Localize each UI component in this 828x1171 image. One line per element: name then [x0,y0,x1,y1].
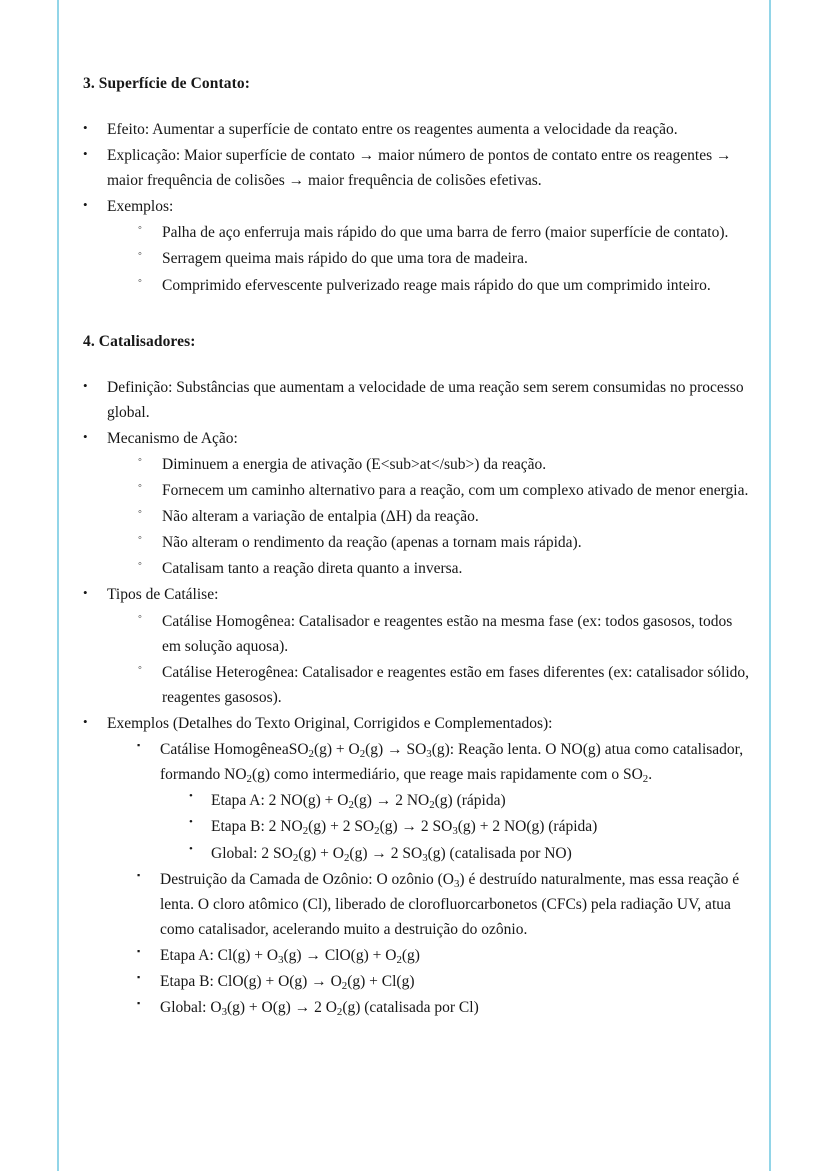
list-item [83,582,751,710]
reaction-equation: Etapa A: 2 $NO(g) + O_2(g) \to 2$ $NO_2(g)$ (rápida) [211,792,506,812]
bullet-disc-icon: • [83,714,88,730]
bullet-circle-icon: ◦ [138,661,142,674]
reaction-equation: Etapa A: $Cl(g) + O_3(g) \to ClO(g) + O_2(g)$ [160,947,420,967]
reaction-equation: Etapa B: $ClO(g) + O(g) \to O_2(g) + Cl(g)$ [160,973,415,993]
list-item-text: Efeito: Aumentar a superfície de contato entre os reagentes aumenta a velocidade da reação. [107,120,678,138]
list-item-text: Exemplos: [107,198,174,216]
list-item-text: Catálise HomogêneaSO$_2$(g) + $O_2(g) \to SO_3(g)$: Reação lenta. O NO(g) atua como catalisador, formando $NO_2(g)$ como intermediário, que reage mais rapidamente com o $SO_2$. [160,741,744,786]
bullet-square-icon: ▪ [137,998,141,1009]
list-item [138,246,751,271]
bullet-list-level-2 [107,452,751,582]
right-margin-rule [769,0,771,1171]
bullet-list-level-4 [160,788,751,865]
reaction-equation: Etapa B: 2 $NO_2(g) + 2$ $SO_2(g) \to 2$ $SO_3(g) + 2$ NO(g) (rápida) [211,818,598,838]
bullet-list-level-2 [107,220,751,297]
list-item [83,194,751,297]
list-item-text: Não alteram o rendimento da reação (apenas a tornam mais rápida). [162,534,582,552]
bullet-circle-icon: ◦ [138,453,142,466]
bullet-disc-icon: • [83,146,88,162]
bullet-list-level-1 [83,117,751,298]
list-item-text: Exemplos (Detalhes do Texto Original, Corrigidos e Complementados): [107,715,553,733]
list-item [138,504,751,529]
bullet-circle-icon: ◦ [138,610,142,623]
list-item [137,995,751,1020]
bullet-disc-icon: • [83,428,88,444]
section-body-4 [83,375,751,1021]
list-item-text: Palha de aço enferruja mais rápido do que uma barra de ferro (maior superfície de contato). [162,224,729,242]
list-item-text: Catalisam tanto a reação direta quanto a inversa. [162,560,463,578]
bullet-disc-icon: • [189,816,193,829]
bullet-disc-icon: • [83,197,88,213]
list-item-text: Comprimido efervescente pulverizado reage mais rápido do que um comprimido inteiro. [162,276,711,294]
left-margin-rule [57,0,59,1171]
list-item [189,788,751,813]
list-item [83,117,751,142]
list-item [189,841,751,866]
list-item [138,660,751,710]
list-item [83,143,751,193]
bullet-list-level-3 [107,737,751,1020]
list-item [137,943,751,968]
list-item-text: Catálise Heterogênea: Catalisador e reagentes estão em fases diferentes (ex: catalisador sólido, reagentes gasosos). [162,663,750,706]
reaction-equation: Global: 2 $SO_2(g) + O_2(g) \to 2$ $SO_3(g)$ (catalisada por NO) [211,844,572,864]
list-item-text: Serragem queima mais rápido do que uma tora de madeira. [162,250,528,268]
list-item-text: Definição: Substâncias que aumentam a velocidade de uma reação sem serem consumidas no processo global. [107,378,744,421]
list-item [137,867,751,942]
bullet-circle-icon: ◦ [138,222,142,235]
list-item-text: Mecanismo de Ação: [107,429,238,447]
list-item [138,609,751,659]
bullet-list-level-2 [107,609,751,710]
list-item [189,814,751,839]
list-item-text: Fornecem um caminho alternativo para a reação, com um complexo ativado de menor energia. [162,482,749,500]
list-item-text: Destruição da Camada de Ozônio: O ozônio $(O_3)$ é destruído naturalmente, mas essa reação é lenta. O cloro atômico (Cl), liberado de clorofluorcarbonetos (CFCs) pela radiação UV, atua como catalisador, acelerando muito a destruição do ozônio. [160,870,740,938]
section-heading-3: 3. Superfície de Contato: [83,75,250,92]
list-item [138,452,751,477]
document-content [83,74,751,1021]
bullet-circle-icon: ◦ [138,248,142,261]
list-item-text: Diminuem a energia de ativação (E<sub>at</sub>) da reação. [162,455,547,473]
list-item-text: Não alteram a variação de entalpia (ΔH) da reação. [162,508,479,526]
bullet-circle-icon: ◦ [138,558,142,571]
list-item [137,737,751,866]
bullet-square-icon: ▪ [137,946,141,957]
reaction-equation: Global: $O_3(g) + O(g) \to 2$ $O_2(g)$ (catalisada por Cl) [160,999,479,1019]
bullet-square-icon: ▪ [137,869,141,880]
bullet-circle-icon: ◦ [138,274,142,287]
bullet-disc-icon: • [83,119,88,135]
bullet-disc-icon: • [83,377,88,393]
list-item-text: Tipos de Catálise: [107,586,219,604]
list-item-text: Catálise Homogênea: Catalisador e reagentes estão na mesma fase (ex: todos gasosos, todos em solução aquosa). [162,612,733,655]
bullet-list-level-1 [83,375,751,1021]
list-item [137,969,751,994]
list-item [138,556,751,581]
section-heading-4: 4. Catalisadores: [83,332,196,350]
bullet-circle-icon: ◦ [138,532,142,545]
bullet-disc-icon: • [189,842,193,855]
list-item [138,273,751,298]
list-item [138,530,751,555]
bullet-square-icon: ▪ [137,972,141,983]
list-item [83,426,751,582]
bullet-square-icon: ▪ [137,740,141,751]
bullet-disc-icon: • [189,790,193,803]
list-item-text: Explicação: Maior superfície de contato → maior número de pontos de contato entre os reagentes → maior frequência de colisões → maior frequência de colisões efetivas. [107,147,732,190]
list-item [138,220,751,245]
list-item [83,375,751,425]
bullet-circle-icon: ◦ [138,506,142,519]
bullet-disc-icon: • [83,585,88,601]
bullet-circle-icon: ◦ [138,480,142,493]
section-body-3 [83,117,751,298]
list-item [138,478,751,503]
list-item [83,711,751,1020]
